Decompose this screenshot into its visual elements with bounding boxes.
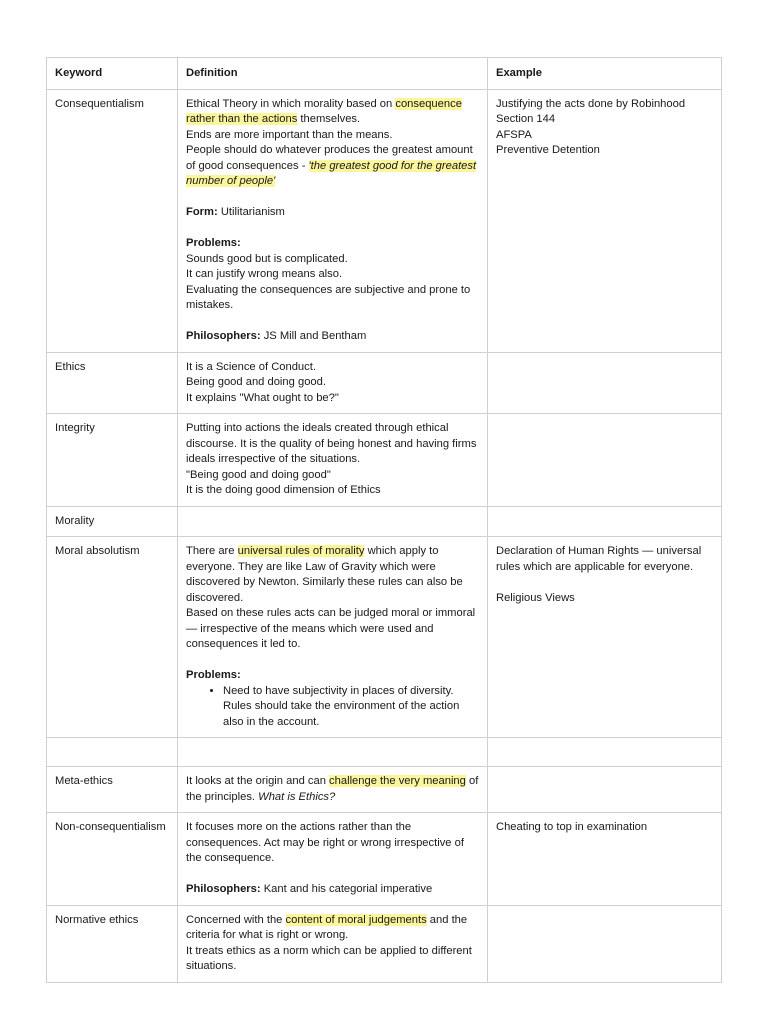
- definition-cell: [178, 506, 488, 537]
- keyword-cell: Consequentialism: [47, 89, 178, 352]
- definition-text: Putting into actions the ideals created through ethical discourse. It is the quality of being honest and having firms ideals irrespective of the situations.: [186, 422, 477, 465]
- philosophers-line: Philosophers: Kant and his categorial imperative: [186, 883, 433, 895]
- example-cell: [488, 738, 722, 767]
- example-text: Declaration of Human Rights — universal rules which are applicable for everyone.: [496, 545, 702, 573]
- example-cell: [488, 813, 722, 906]
- example-cell: [488, 537, 722, 738]
- definition-cell: [178, 905, 488, 982]
- definition-text: Concerned with the content of moral judgements and the criteria for what is right or wrong.: [186, 913, 468, 941]
- example-text: Cheating to top in examination: [496, 821, 648, 833]
- table-row: [47, 767, 722, 813]
- problems-label: Problems:: [186, 237, 241, 249]
- definition-cell: [178, 414, 488, 507]
- definition-text: Ends are more important than the means.: [186, 128, 393, 141]
- table-row: [47, 506, 722, 537]
- example-text: Section 144: [496, 113, 556, 125]
- example-text: Justifying the acts done by Robinhood: [496, 97, 686, 110]
- definition-cell: [178, 352, 488, 414]
- definition-cell: [178, 813, 488, 906]
- table-row: [47, 352, 722, 414]
- problems-list: [186, 684, 479, 731]
- list-item: • Need to have subjectivity in places of diversity. Rules should take the environment of the action also in the account.: [223, 684, 479, 731]
- highlight: consequence rather than the actions: [186, 97, 462, 125]
- highlight: universal rules of morality: [237, 545, 365, 557]
- problem-text: It can justify wrong means also.: [186, 268, 343, 280]
- definition-cell: [178, 767, 488, 813]
- keyword-cell: Morality: [47, 506, 178, 537]
- highlight: 'the greatest good for the greatest number of people': [186, 159, 477, 187]
- keyword-cell: Moral absolutism: [47, 537, 178, 738]
- problem-text: Evaluating the consequences are subjective and prone to mistakes.: [186, 283, 471, 311]
- definition-cell: [178, 738, 488, 767]
- definition-text: It is a Science of Conduct.: [186, 360, 316, 373]
- form-line: Form: Utilitarianism: [186, 206, 285, 218]
- glossary-table: [46, 57, 722, 983]
- example-cell: [488, 414, 722, 507]
- keyword-cell: Integrity: [47, 414, 178, 507]
- header-row: [47, 58, 722, 90]
- example-cell: [488, 352, 722, 414]
- example-text: AFSPA: [496, 128, 532, 141]
- keyword-cell: Ethics: [47, 352, 178, 414]
- definition-text: "Being good and doing good": [186, 468, 331, 481]
- keyword-cell: Meta-ethics: [47, 767, 178, 813]
- keyword-cell: Non-consequentialism: [47, 813, 178, 906]
- definition-text: Based on these rules acts can be judged moral or immoral — irrespective of the means which were used and consequences it led to.: [186, 607, 476, 650]
- table-row: [47, 813, 722, 906]
- example-text: Religious Views: [496, 591, 575, 604]
- definition-cell: [178, 89, 488, 352]
- example-cell: [488, 905, 722, 982]
- definition-text: People should do whatever produces the greatest amount of good consequences - 'the greatest good for the greatest number of people': [186, 144, 477, 187]
- table-row: [47, 89, 722, 352]
- definition-cell: [178, 537, 488, 738]
- keyword-cell: [47, 738, 178, 767]
- definition-text: Being good and doing good.: [186, 376, 326, 388]
- table-row: [47, 537, 722, 738]
- definition-text: Ethical Theory in which morality based on consequence rather than the actions themselves.: [186, 97, 462, 125]
- highlight: challenge the very meaning: [329, 775, 466, 787]
- table-row-empty: [47, 738, 722, 767]
- definition-text: There are universal rules of morality which apply to everyone. They are like Law of Gravity which were discovered by Newton. Similarly these rules can also be discovered.: [186, 545, 463, 604]
- header-example: Example: [488, 58, 722, 90]
- definition-text: It focuses more on the actions rather than the consequences. Act may be right or wrong irrespective of the consequence.: [186, 821, 464, 864]
- philosophers-line: Philosophers: JS Mill and Bentham: [186, 330, 367, 342]
- example-cell: [488, 506, 722, 537]
- header-definition: Definition: [178, 58, 488, 90]
- keyword-cell: Normative ethics: [47, 905, 178, 982]
- header-keyword: Keyword: [47, 58, 178, 90]
- highlight: content of moral judgements: [285, 913, 427, 926]
- definition-text: It looks at the origin and can challenge the very meaning of the principles. What is Ethics?: [186, 775, 479, 803]
- example-cell: [488, 89, 722, 352]
- problem-text: Sounds good but is complicated.: [186, 252, 348, 265]
- example-text: Preventive Detention: [496, 144, 600, 156]
- table-row: [47, 414, 722, 507]
- definition-text: It is the doing good dimension of Ethics: [186, 484, 381, 496]
- definition-text: It explains "What ought to be?": [186, 391, 339, 404]
- problems-label: Problems:: [186, 669, 241, 681]
- table-row: [47, 905, 722, 982]
- example-cell: [488, 767, 722, 813]
- definition-text: It treats ethics as a norm which can be applied to different situations.: [186, 944, 472, 972]
